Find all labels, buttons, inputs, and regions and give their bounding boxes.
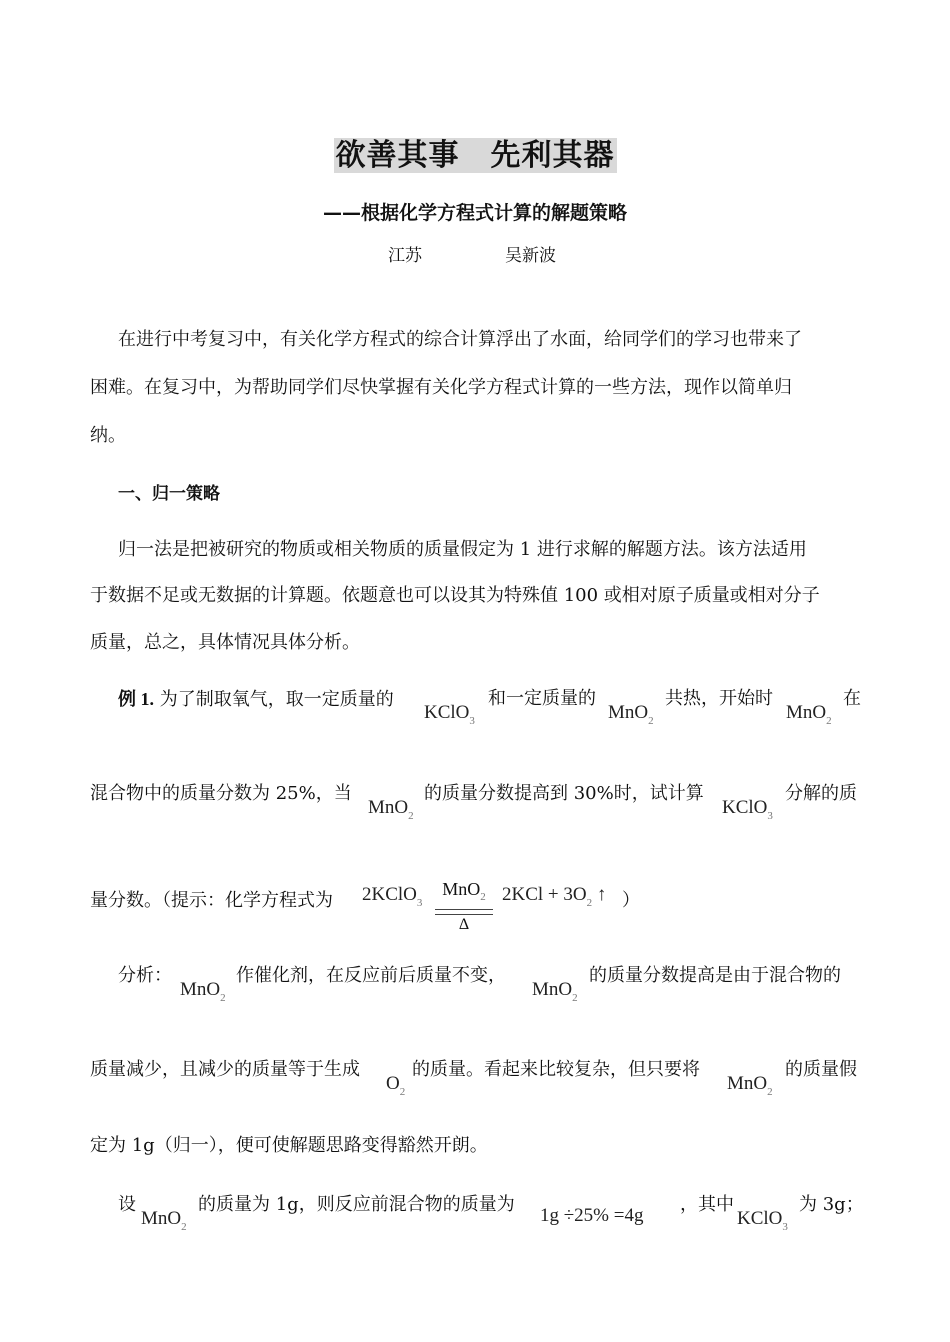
- author-region: 江苏: [388, 246, 422, 266]
- formula-kclo3: KClO$_3$: [722, 797, 773, 822]
- analysis-line-2c: 的质量假: [785, 1059, 857, 1080]
- formula-mno2: MnO$_2$: [786, 702, 832, 727]
- intro-line-1: 在进行中考复习中，有关化学方程式的综合计算浮出了水面，给同学们的学习也带来了: [118, 329, 802, 350]
- analysis-line-1b: 作催化剂，在反应前后质量不变，: [236, 965, 506, 986]
- section-para-line-1: 归一法是把被研究的物质或相关物质的质量假定为 1 进行求解的解题方法。该方法适用: [118, 539, 807, 560]
- analysis-line-2a: 质量减少，且减少的质量等于生成: [90, 1059, 360, 1080]
- formula-o2: $O_2$: [386, 1073, 406, 1098]
- analysis-line-4a: 设: [118, 1194, 136, 1215]
- formula-mno2: MnO$_2$: [608, 702, 654, 727]
- author-name: 吴新波: [505, 246, 556, 266]
- analysis-line-4d: 为 3g；: [799, 1194, 864, 1215]
- example-line-3a: 量分数。（提示：化学方程式为: [90, 890, 333, 911]
- formula-mno2: MnO$_2$: [532, 979, 578, 1004]
- calc-expression: 1g ÷25% =4g: [540, 1205, 644, 1226]
- example-line-1b: 和一定质量的: [488, 688, 596, 709]
- catalyst-label: MnO$_2$: [442, 879, 486, 903]
- intro-line-3: 纳。: [90, 425, 126, 446]
- equation-condition: [435, 879, 493, 934]
- analysis-line-1a: 分析：: [118, 965, 172, 986]
- formula-kclo3: KClO$_3$: [737, 1208, 788, 1233]
- example-line-1a: [118, 687, 394, 712]
- equation-left: 2KClO$_3$: [362, 884, 423, 909]
- analysis-line-4c: ，其中: [680, 1194, 734, 1215]
- example-line-2c: 分解的质: [785, 783, 857, 804]
- intro-line-2: 困难。在复习中，为帮助同学们尽快掌握有关化学方程式计算的一些方法，现作以简单归: [90, 377, 792, 398]
- analysis-line-1c: 的质量分数提高是由于混合物的: [589, 965, 841, 986]
- section-para-line-3: 质量，总之，具体情况具体分析。: [90, 632, 360, 653]
- heat-symbol: Δ: [458, 916, 470, 933]
- equation-right: $2KCl + 3O_2$ ↑: [502, 884, 607, 909]
- formula-mno2: MnO$_2$: [180, 979, 226, 1004]
- example-label: 例 1.: [118, 689, 154, 709]
- section-heading: 一、归一策略: [118, 484, 220, 504]
- page-title: [0, 138, 950, 174]
- title-text: 欲善其事 先利其器: [335, 138, 615, 173]
- example-line-1c: 共热，开始时: [665, 688, 773, 709]
- section-para-line-2: 于数据不足或无数据的计算题。依题意也可以设其为特殊值 100 或相对原子质量或相对分子: [90, 585, 820, 606]
- gas-arrow-icon: ↑: [596, 884, 607, 905]
- formula-mno2: MnO$_2$: [727, 1073, 773, 1098]
- example-text-1a: 为了制取氧气，取一定质量的: [154, 689, 394, 710]
- example-line-3b: ）: [622, 890, 640, 911]
- formula-mno2: MnO$_2$: [368, 797, 414, 822]
- example-line-1d: 在: [843, 688, 861, 709]
- subtitle: ——根据化学方程式计算的解题策略: [322, 202, 627, 224]
- formula-mno2: MnO$_2$: [141, 1208, 187, 1233]
- reaction-equals-sign: [435, 909, 493, 915]
- example-line-2a: 混合物中的质量分数为 25%，当: [90, 783, 352, 804]
- formula-kclo3: KClO$_3$: [424, 702, 475, 727]
- analysis-line-4b: 的质量为 1g，则反应前混合物的质量为: [198, 1194, 515, 1215]
- example-line-2b: 的质量分数提高到 30%时，试计算: [424, 783, 704, 804]
- analysis-line-3: 定为 1g（归一），便可使解题思路变得豁然开朗。: [90, 1135, 488, 1156]
- analysis-line-2b: 的质量。看起来比较复杂，但只要将: [412, 1059, 700, 1080]
